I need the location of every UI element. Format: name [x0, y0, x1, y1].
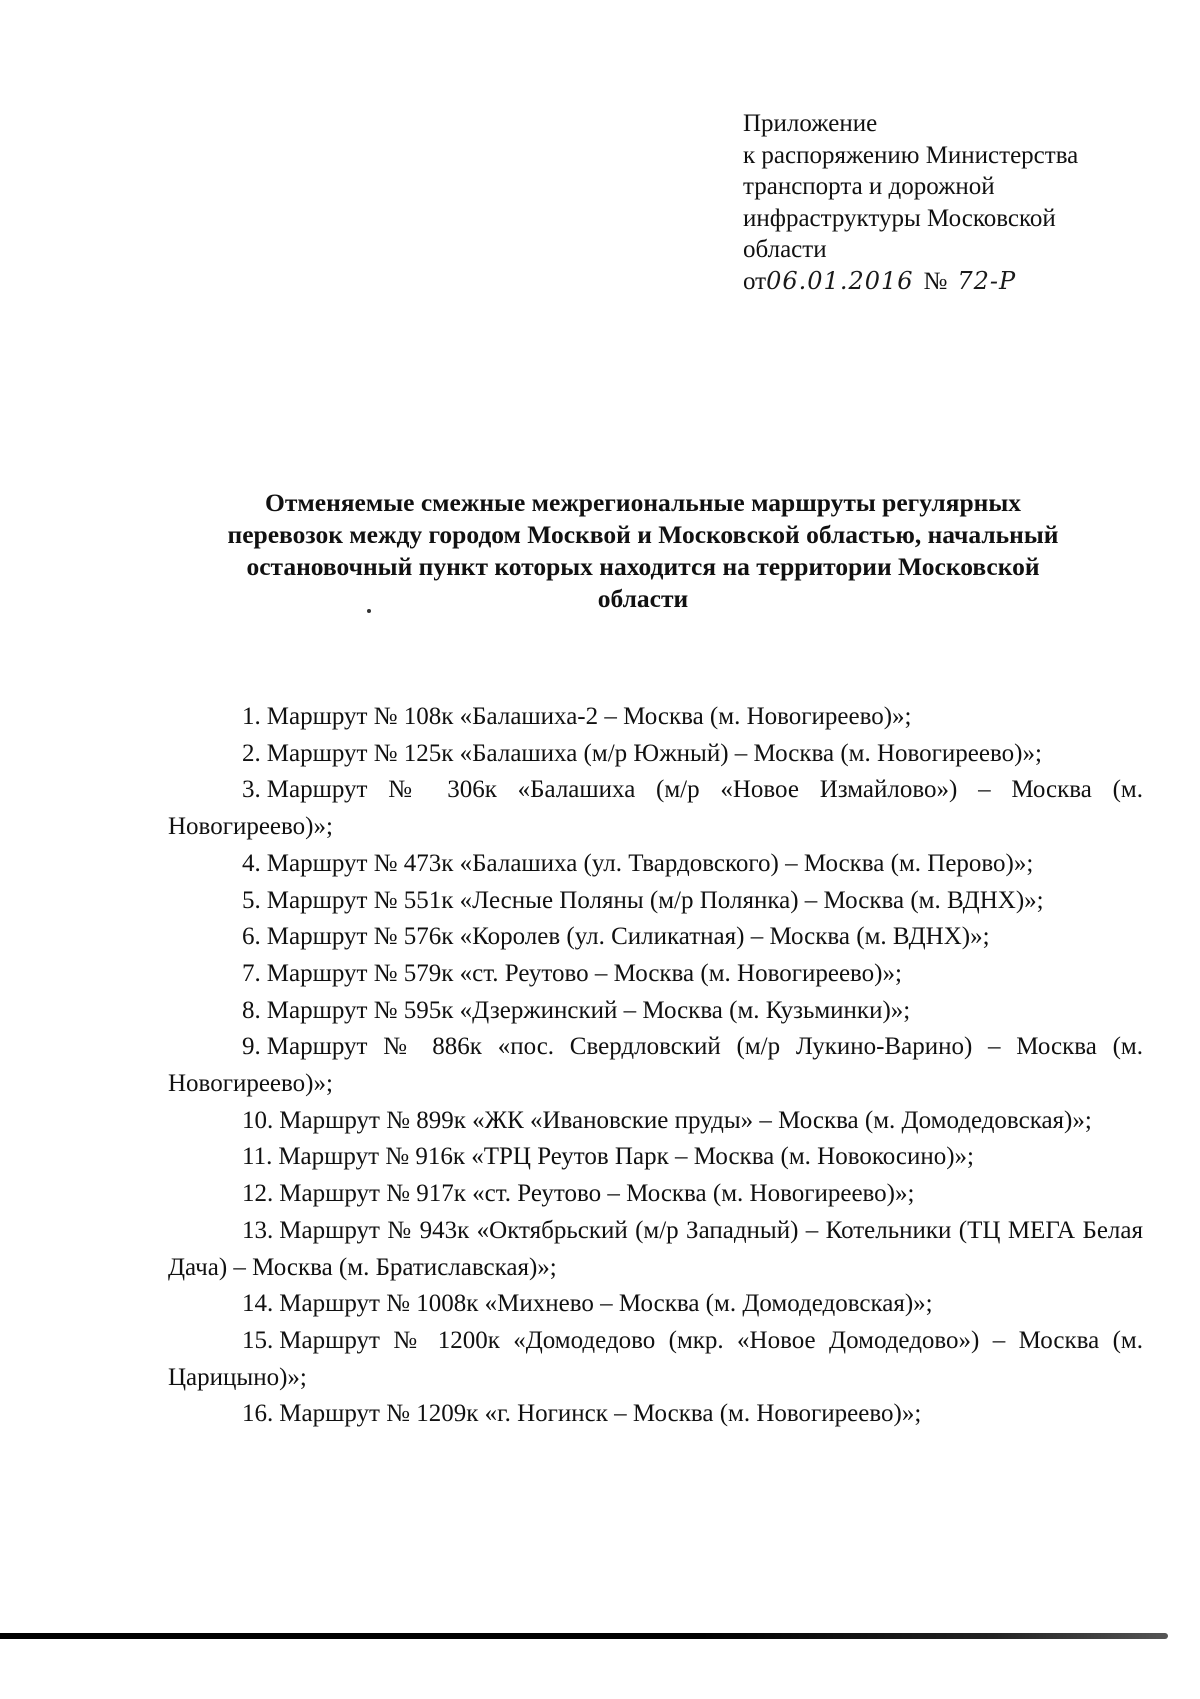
route-text: Маршрут № 916к «ТРЦ Реутов Парк – Москва (м. Новокосино)»; — [278, 1143, 974, 1171]
route-text: Маршрут № 108к «Балашиха-2 – Москва (м. Новогиреево)»; — [266, 703, 912, 730]
route-item — [168, 772, 1143, 845]
route-item — [168, 919, 1143, 956]
route-item — [168, 1176, 1143, 1213]
route-number: 3. — [242, 776, 261, 804]
annex-line: к распоряжению Министерства — [743, 141, 1079, 169]
route-number: 14. — [242, 1290, 274, 1318]
route-text: Маршрут № 917к «ст. Реутово – Москва (м. Новогиреево)»; — [279, 1180, 915, 1208]
number-sign: № — [923, 267, 948, 295]
route-text: Маршрут № 943к «Октябрьский (м/р Западный) – Котельники (ТЦ МЕГА Белая Дача) – Москва (м. Братиславская)»; — [168, 1216, 1143, 1281]
route-item — [168, 1029, 1143, 1102]
route-item — [168, 1323, 1143, 1396]
route-number: 15. — [242, 1326, 274, 1354]
annex-header — [743, 108, 1163, 297]
route-number: 12. — [242, 1180, 274, 1208]
route-text: Маршрут № 125к «Балашиха (м/р Южный) – Москва (м. Новогиреево)»; — [266, 739, 1042, 767]
route-number: 6. — [242, 923, 261, 951]
scan-speck — [367, 609, 371, 613]
route-text: Маршрут № 899к «ЖК «Ивановские пруды» – Москва (м. Домодедовская)»; — [279, 1106, 1092, 1134]
route-item — [168, 993, 1143, 1030]
annex-line: транспорта и дорожной — [743, 173, 995, 200]
handwritten-date: 06.01.2016 — [766, 266, 914, 295]
annex-line: Приложение — [743, 110, 878, 137]
route-text: Маршрут № 1200к «Домодедово (мкр. «Новое Домодедово») – Москва (м. Царицыно)»; — [168, 1326, 1143, 1391]
date-prefix: от — [743, 267, 767, 295]
annex-date-line — [743, 266, 1163, 298]
route-number: 10. — [242, 1106, 274, 1134]
title-line: перевозок между городом Москвой и Московской областью, начальный — [227, 520, 1059, 549]
title-line: области — [597, 584, 689, 613]
annex-line: инфраструктуры Московской — [743, 204, 1056, 232]
routes-list — [168, 699, 1143, 1433]
route-item — [168, 699, 1143, 736]
route-item — [168, 956, 1143, 993]
route-number: 1. — [242, 703, 261, 730]
route-item — [168, 1139, 1143, 1176]
route-number: 9. — [242, 1033, 261, 1061]
scan-edge-line — [0, 1633, 1168, 1639]
route-number: 13. — [242, 1216, 274, 1244]
route-text: Маршрут № 306к «Балашиха (м/р «Новое Измайлово») – Москва (м. Новогиреево)»; — [168, 776, 1143, 841]
document-title — [168, 487, 1118, 615]
route-text: Маршрут № 579к «ст. Реутово – Москва (м. Новогиреево)»; — [266, 959, 902, 987]
route-item — [168, 1103, 1143, 1140]
route-item — [168, 883, 1143, 920]
route-item — [168, 1286, 1143, 1323]
route-text: Маршрут № 473к «Балашиха (ул. Твардовского) – Москва (м. Перово)»; — [266, 849, 1034, 877]
route-text: Маршрут № 1209к «г. Ногинск – Москва (м. Новогиреево)»; — [279, 1400, 922, 1428]
route-number: 5. — [242, 886, 261, 914]
route-number: 4. — [242, 849, 261, 877]
route-item — [168, 736, 1143, 773]
annex-line: области — [743, 236, 827, 263]
route-text: Маршрут № 886к «пос. Свердловский (м/р Лукино-Варино) – Москва (м. Новогиреево)»; — [168, 1033, 1143, 1098]
route-number: 11. — [242, 1143, 273, 1171]
route-text: Маршрут № 1008к «Михнево – Москва (м. Домодедовская)»; — [279, 1290, 933, 1318]
route-number: 7. — [242, 959, 261, 987]
title-line: Отменяемые смежные межрегиональные маршруты регулярных — [265, 488, 1021, 517]
route-text: Маршрут № 595к «Дзержинский – Москва (м. Кузьминки)»; — [266, 996, 911, 1024]
route-text: Маршрут № 551к «Лесные Поляны (м/р Полянка) – Москва (м. ВДНХ)»; — [266, 886, 1044, 914]
route-number: 16. — [242, 1400, 274, 1428]
route-item — [168, 846, 1143, 883]
title-line: остановочный пункт которых находится на территории Московской — [246, 552, 1040, 581]
route-number: 2. — [242, 739, 261, 767]
handwritten-number: 72-Р — [957, 266, 1017, 295]
route-number: 8. — [242, 996, 261, 1024]
route-item — [168, 1396, 1143, 1433]
route-text: Маршрут № 576к «Королев (ул. Силикатная) – Москва (м. ВДНХ)»; — [266, 923, 990, 951]
route-item — [168, 1213, 1143, 1286]
